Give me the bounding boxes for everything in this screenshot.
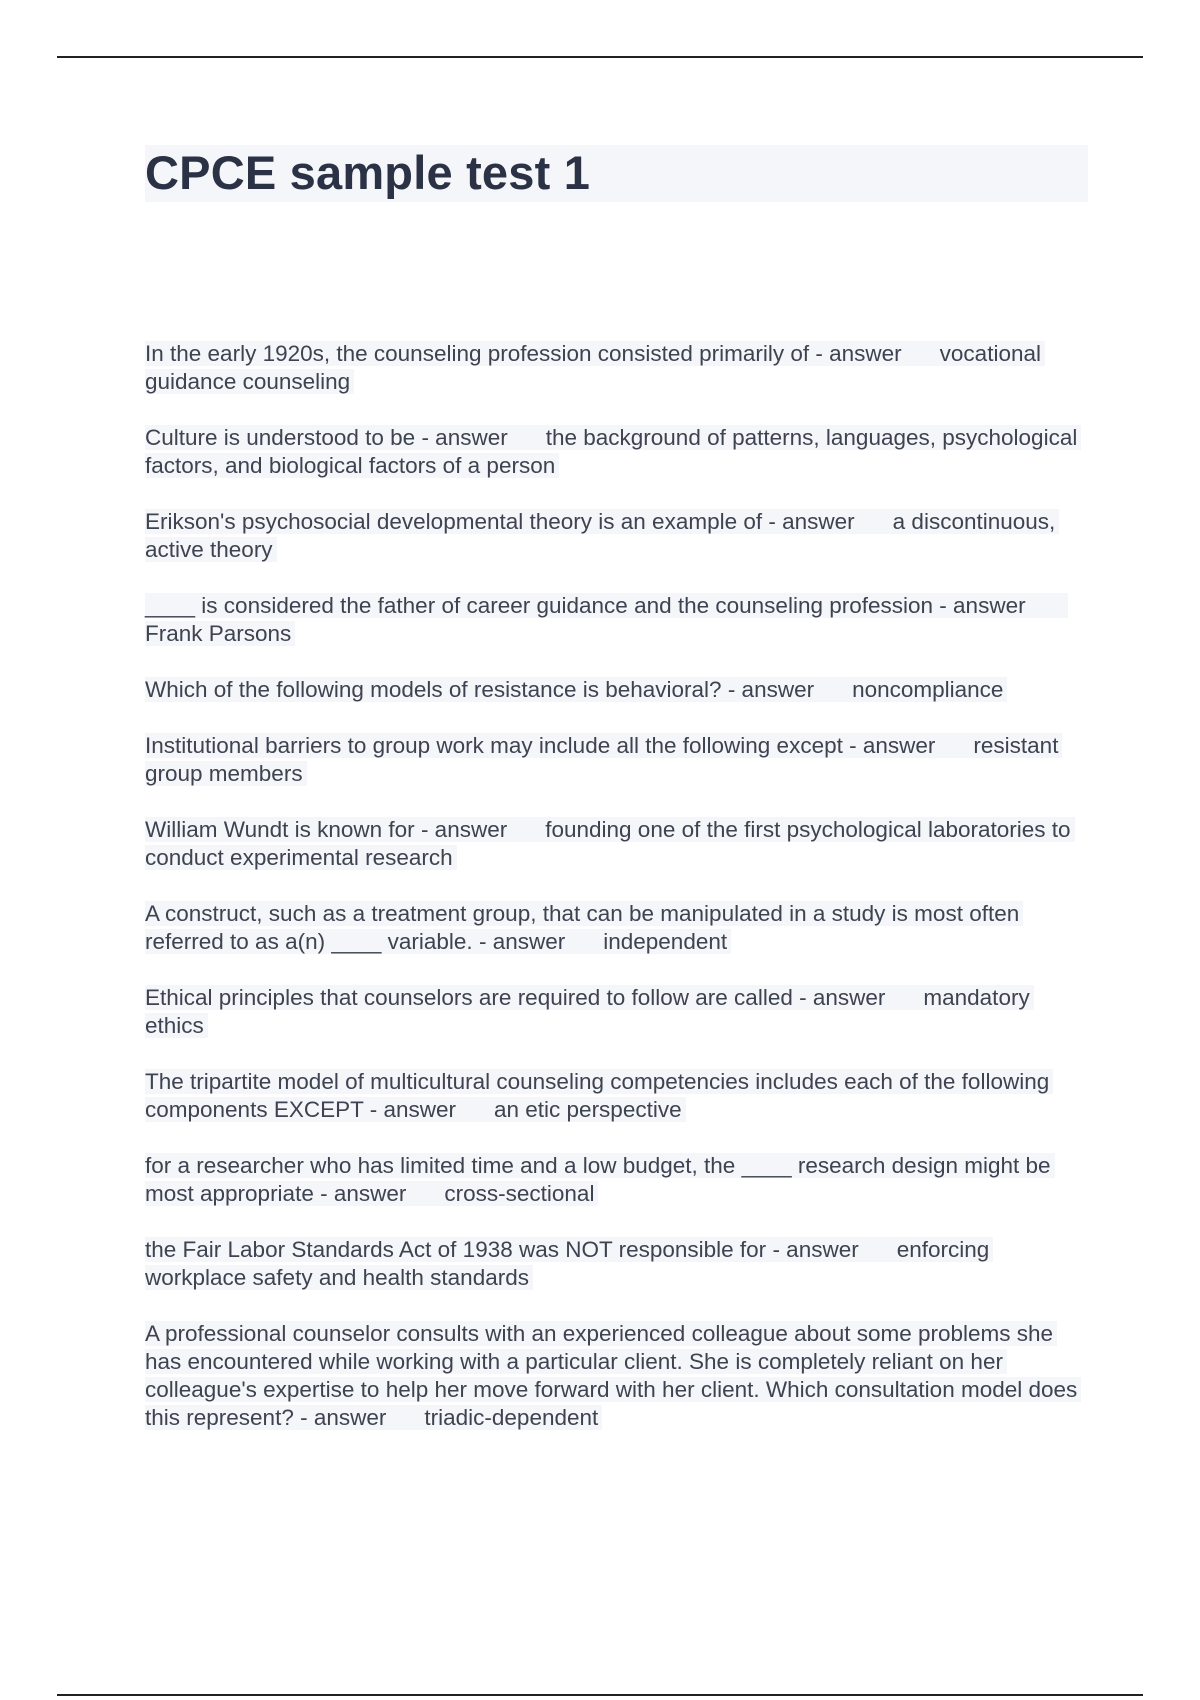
question-text: Ethical principles that counselors are required to follow are called [145, 985, 793, 1010]
answer-marker: - answer [300, 1405, 387, 1430]
question-text: Culture is understood to be [145, 425, 416, 450]
title-block [145, 145, 1088, 202]
question-text: Erikson's psychosocial developmental theory is an example of [145, 509, 763, 534]
question-text: ____ is considered the father of career guidance and the counseling profession [145, 593, 934, 618]
qa-text [145, 341, 1045, 394]
question-text: The tripartite model of multicultural counseling competencies includes each of the following components EXCEPT [145, 1069, 1050, 1122]
qa-text [145, 677, 1007, 702]
qa-text [145, 1153, 1055, 1206]
answer-marker: - answer [421, 425, 508, 450]
question-text: A professional counselor consults with an experienced colleague about some problems she has encountered while working with a particular client. She is completely reliant on her colleague's expertise to help her move forward with her client. Which consultation model does this represent? [145, 1321, 1078, 1430]
question-text: In the early 1920s, the counseling profession consisted primarily of [145, 341, 810, 366]
qa-item [145, 732, 1095, 788]
qa-item [145, 1152, 1095, 1208]
answer-marker: - answer [849, 733, 936, 758]
qa-item [145, 1236, 1095, 1292]
answer-text: resistant group members [145, 733, 1059, 786]
question-text: A construct, such as a treatment group, that can be manipulated in a study is most often referred to as a(n) ____ variable. [145, 901, 1020, 954]
qa-text [145, 509, 1059, 562]
question-text: the Fair Labor Standards Act of 1938 was NOT responsible for [145, 1237, 767, 1262]
answer-marker: - answer [727, 677, 815, 702]
question-answer-list [145, 340, 1095, 1460]
answer-text: noncompliance [852, 677, 1004, 702]
answer-text: Frank Parsons [145, 621, 292, 646]
answer-text: a discontinuous, active theory [145, 509, 1056, 562]
question-text: Institutional barriers to group work may include all the following except [145, 733, 843, 758]
answer-text: independent [603, 929, 728, 954]
question-text: for a researcher who has limited time and a low budget, the ____ research design might be most appropriate [145, 1153, 1051, 1206]
qa-text [145, 901, 1023, 954]
qa-item [145, 816, 1095, 872]
qa-text [145, 1321, 1081, 1430]
footer-rule [57, 1694, 1143, 1696]
qa-text [145, 817, 1075, 870]
page-title: CPCE sample test 1 [145, 146, 591, 199]
question-text: William Wundt is known for [145, 817, 415, 842]
qa-text [145, 985, 1034, 1038]
qa-item [145, 592, 1095, 648]
answer-text: an etic perspective [494, 1097, 682, 1122]
answer-marker: - answer [768, 509, 855, 534]
qa-text [145, 593, 1068, 646]
qa-item [145, 508, 1095, 564]
qa-text [145, 1069, 1053, 1122]
qa-item [145, 900, 1095, 956]
answer-text: triadic-dependent [424, 1405, 599, 1430]
answer-marker: - answer [420, 817, 508, 842]
qa-item [145, 984, 1095, 1040]
answer-marker: - answer [815, 341, 902, 366]
answer-text: the background of patterns, languages, psychological factors, and biological factors of a person [145, 425, 1078, 478]
answer-text: cross-sectional [444, 1181, 595, 1206]
qa-item [145, 676, 1095, 704]
qa-item [145, 1068, 1095, 1124]
answer-text: enforcing workplace safety and health standards [145, 1237, 990, 1290]
qa-item [145, 1320, 1095, 1432]
answer-marker: - answer [369, 1097, 456, 1122]
answer-text: mandatory ethics [145, 985, 1030, 1038]
qa-item [145, 424, 1095, 480]
answer-marker: - answer [478, 929, 566, 954]
answer-marker: - answer [939, 593, 1026, 618]
question-text: Which of the following models of resistance is behavioral? [145, 677, 722, 702]
answer-text: vocational guidance counseling [145, 341, 1041, 394]
qa-text [145, 425, 1081, 478]
qa-text [145, 1237, 993, 1290]
header-rule [57, 56, 1143, 58]
answer-marker: - answer [772, 1237, 859, 1262]
answer-marker: - answer [799, 985, 886, 1010]
answer-marker: - answer [320, 1181, 407, 1206]
qa-item [145, 340, 1095, 396]
answer-text: founding one of the first psychological laboratories to conduct experimental research [145, 817, 1071, 870]
qa-text [145, 733, 1062, 786]
